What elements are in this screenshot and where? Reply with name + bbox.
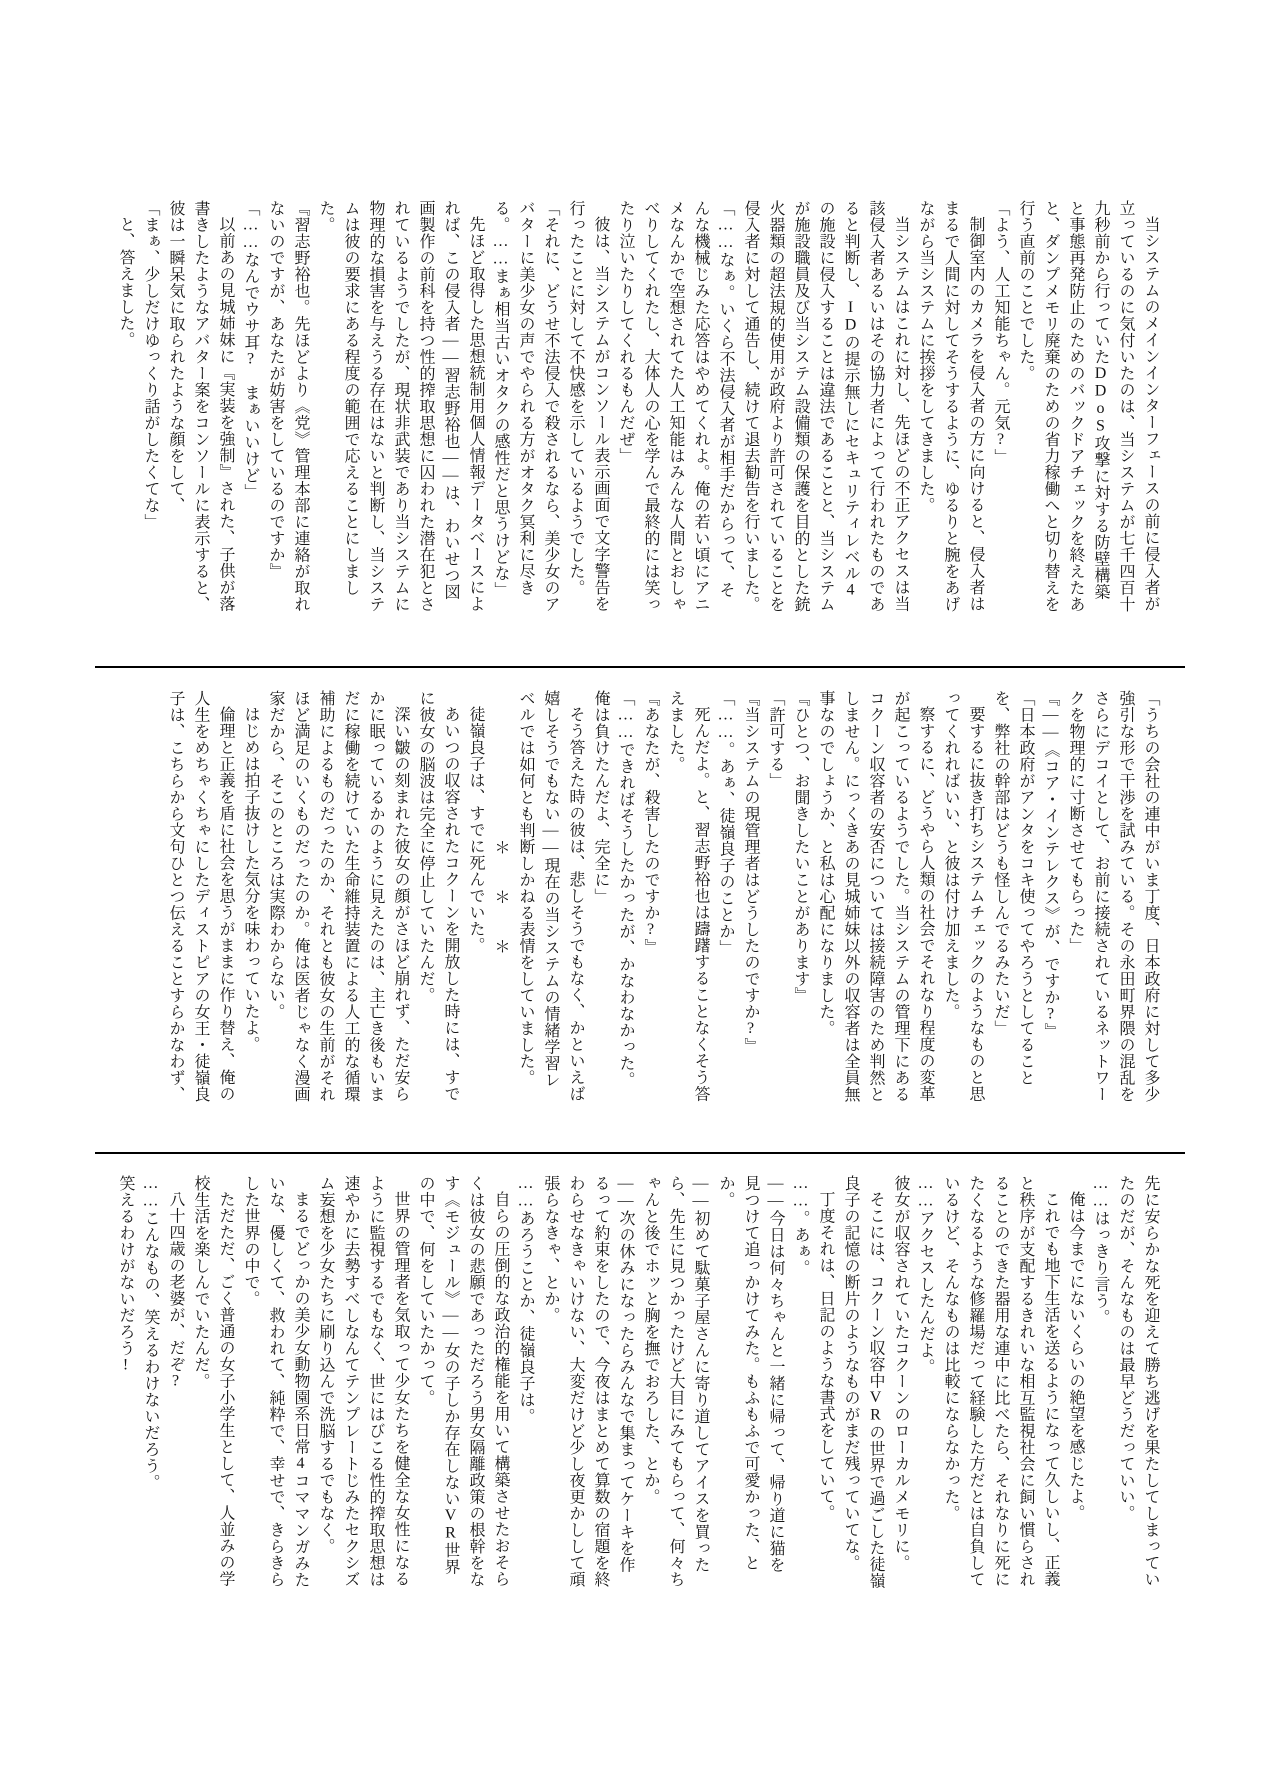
paragraph: ……アクセスしたんだよ。 — [917, 1175, 934, 1375]
paragraph: 「まぁ、少しだけゆっくり話がしたくてな」 — [142, 200, 159, 530]
paragraph: 「それに、どうせ不法侵入で殺されるなら、美少女のアバターに美少女の声でやられる方がオタク冥利に尽きる。……まぁ相当古いオタクの感性だと思うけどな」 — [492, 200, 559, 613]
paragraph: 徒嶺良子は、すでに死んでいた。 — [467, 706, 484, 954]
paragraph: 『――《コア・インテレクス》が、ですか?』 — [1042, 690, 1059, 1040]
paragraph: 『あなたが、殺害したのですか?』 — [642, 690, 659, 955]
paragraph: ――初めて駄菓子屋さんに寄り道してアイスを買ったら、先生に見つかったけど大目にみてもらって、何々ちゃんと後でホッと胸を撫でおろした、とか。 — [642, 1175, 709, 1588]
paragraph: 要するに抜き打ちシステムチェックのようなものと思ってくれればいい、と彼は付け加えました。 — [942, 690, 984, 1102]
text-band-bottom — [117, 1175, 1163, 1589]
paragraph: 当システムのメインインターフェースの前に侵入者が立っているのに気付いたのは、当システムが七千四百十九秒前から行っていたDDoS攻撃に対する防壁構築と事態再発防止のためのバックドアチェックを終えたあと、ダンプメモリ廃棄のための省力稼働へと切り替えを行う直前のことでした。 — [1017, 200, 1159, 613]
paragraph: 制御室内のカメラを侵入者の方に向けると、侵入者はまるで人間に対してそうするように、ゆるりと腕をあげながら当システムに挨拶をしてきました。 — [917, 200, 984, 613]
paragraph: 八十四歳の老婆が、だぞ? — [167, 1191, 184, 1390]
paragraph: あいつの収容されたコクーンを開放した時には、すでに彼女の脳波は完全に停止していたんだ。 — [417, 690, 459, 1102]
paragraph: はじめは拍子抜けした気分を味わっていたよ。 — [242, 706, 259, 1053]
paragraph: 「許可する」 — [767, 690, 784, 789]
paragraph: 『ひとつ、お聞きしたいことがあります』 — [792, 690, 809, 1004]
paragraph: 「……なんでウサ耳? まぁいいけど」 — [242, 200, 259, 500]
paragraph: 深い皺の刻まれた彼女の顔がさほど崩れず、ただ安らかに眠っているかのように見えたのは、主亡き後もいまだに稼働を続けていた生命維持装置による人工的な循環補助によるものだったのか、それとも彼女の生前がそれほど満足のいくものだったのか。俺は医者じゃなく漫画家だから、そこのところは実際わからない。 — [267, 690, 409, 1103]
paragraph: 察するに、どうやら人類の社会でそれなり程度の変革が起こっているようでした。当システムの管理下にあるコクーン収容者の安否については接続障害のため判然としません。にっくきあの見城姉妹以外の収容者は全員無事なのでしょうか、と私は心配になりました。 — [817, 690, 934, 1103]
paragraph: 先ほど取得した思想統制用個人情報データベースによれば、この侵入者――習志野裕也――は、わいせつ図画製作の前科を持つ性的搾取思想に囚われた潜在犯とされているようでしたが、現状非武装であり当システムに物理的な損害を与えうる存在はないと判断し、当システムは彼の要求にある程度の範囲で応えることにしました。 — [317, 200, 484, 613]
paragraph: そこには、コクーン収容中VRの世界で過ごした徒嶺良子の記憶の断片のようなものがまだ残っていてな。 — [842, 1175, 884, 1589]
paragraph: ただただ、ごく普通の女子小学生として、人並みの学校生活を楽しんでいたんだ。 — [192, 1175, 234, 1587]
paragraph: 「……。あぁ、徒嶺良子のことか」 — [717, 690, 734, 956]
paragraph: そう答えた時の彼は、悲しそうでもなく、かといえば嬉しそうでもない――現在の当システムの情緒学習レベルでは如何とも判断しかねる表情をしていました。 — [517, 690, 584, 1102]
paragraph: 死んだよ。と、習志野裕也は躊躇することなくそう答えました。 — [667, 690, 709, 1102]
paragraph: と、答えました。 — [117, 216, 134, 348]
paragraph: ――次の休みになったらみんなで集まってケーキを作るって約束をしたので、今夜はまとめて算数の宿題を終わらせなきゃいけない、大変だけど少し夜更かしして頑張らなきゃ、とか。 — [542, 1175, 634, 1588]
paragraph: 「日本政府がアンタをコキ使ってやろうとしてることを、弊社の幹部はどうも怪しんでるみたいだ」 — [992, 690, 1034, 1086]
paragraph: ……はっきり言う。 — [1092, 1175, 1109, 1326]
paragraph: 倫理と正義を盾に社会を思うがままに作り替え、俺の人生をめちゃくちゃにしたディストピアの女王・徒嶺良子は、こちらから文句ひとつ伝えることすらかなわず、 — [167, 690, 234, 1103]
paragraph: 彼は、当システムがコンソール表示画面で文字警告を行ったことに対して不快感を示しているようでした。 — [567, 200, 609, 612]
paragraph: ――今日は何々ちゃんと一緒に帰って、帰り道に猫を見つけて追っかけてみた。もふもふで可愛かった、とか。 — [717, 1175, 784, 1573]
text-band-middle — [133, 690, 1163, 1104]
section-divider-bottom — [95, 1152, 1185, 1154]
paragraph: 「……なぁ。いくら不法侵入者が相手だからって、そんな機械じみた応答はやめてくれよ。俺の若い頃にアニメなんかで空想されてた人工知能はみんな人間とおしゃべりしてくれたし、大体人の心を学んで最終的には笑ったり泣いたりしてくれるもんだぜ」 — [617, 200, 734, 613]
paragraph: 「よう、人工知能ちゃん。元気?」 — [992, 200, 1009, 465]
paragraph: 自らの圧倒的な政治的権能を用いて構築させたおそらくは彼女の悲願であっただろう男女隔離政策の根幹をなす《モジュール》――女の子しか存在しないVR世界の中で、何をしていたかって。 — [417, 1175, 509, 1588]
paragraph: 「……できればそうしたかったが、かなわなかった。俺は負けたんだよ、完全に」 — [592, 690, 634, 1088]
paragraph: 当システムはこれに対し、先ほどの不正アクセスは当該侵入者あるいはその協力者によって行われたものであると判断し、IDの提示無しにセキュリティレベル4の施設に侵入することは違法であることと、当システムが施設職員及び当システム設備類の保護を目的とした銃火器類の超法規的使用が政府より許可されていることを侵入者に対して通告し、続けて退去勧告を行いました。 — [742, 200, 909, 613]
paragraph: ……。あぁ。 — [792, 1175, 809, 1276]
paragraph: 先に安らかな死を迎えて勝ち逃げを果たしてしまっていたのだが、そんなものは最早どうだっていい。 — [1117, 1175, 1159, 1588]
paragraph: 笑えるわけがないだろう! — [117, 1175, 134, 1374]
paragraph: 『当システムの現管理者はどうしたのですか?』 — [742, 690, 759, 1054]
paragraph: 以前あの見城姉妹に『実装を強制』された、子供が落書きしたようなアバター案をコンソールに表示すると、彼は一瞬呆気に取られたような顔をして、 — [167, 200, 234, 613]
paragraph: 俺は今までにないくらいの絶望を感じたよ。 — [1067, 1191, 1084, 1521]
paragraph: 世界の管理者を気取って少女たちを健全な女性になるように監視するでもなく、世にはびこる性的搾取思想は速やかに去勢すべしなんてテンプレートじみたセクシズム妄想を少女たちに刷り込んで洗脳するでもなく。 — [317, 1175, 409, 1588]
paragraph: これでも地下生活を送るようになって久しいし、正義と秩序が支配するきれいな相互監視社会に飼い慣らされることのできた器用な連中に比べたら、それなりに死にたくなるような修羅場だって経験した方だとは自負しているけど、そんなものは比較にならなかった。 — [942, 1175, 1059, 1588]
section-divider-top — [95, 666, 1185, 668]
scene-break: ＊ ＊ ＊ — [492, 839, 509, 955]
paragraph: 彼女が収容されていたコクーンのローカルメモリに。 — [892, 1175, 909, 1571]
paragraph: 丁度それは、日記のような書式をしていて。 — [817, 1191, 834, 1521]
paragraph: 「うちの会社の連中がいま丁度、日本政府に対して多少強引な形で干渉を試みている。その永田町界隈の混乱をさらにデコイとして、お前に接続されているネットワークを物理的に寸断させてもらった」 — [1067, 690, 1159, 1103]
text-band-top — [117, 200, 1163, 614]
paragraph: ……あろうことか、徒嶺良子は。 — [517, 1175, 534, 1425]
paragraph: 『習志野裕也。先ほどより《党》管理本部に連絡が取れないのですが、あなたが妨害をしているのですか』 — [267, 200, 309, 613]
paragraph: ……こんなもの、笑えるわけないだろう。 — [142, 1175, 159, 1491]
paragraph: まるでどっかの美少女動物園系日常4コママンガみたいな、優しくて、救われて、純粋で、幸せで、きらきらした世界の中で。 — [242, 1175, 309, 1588]
